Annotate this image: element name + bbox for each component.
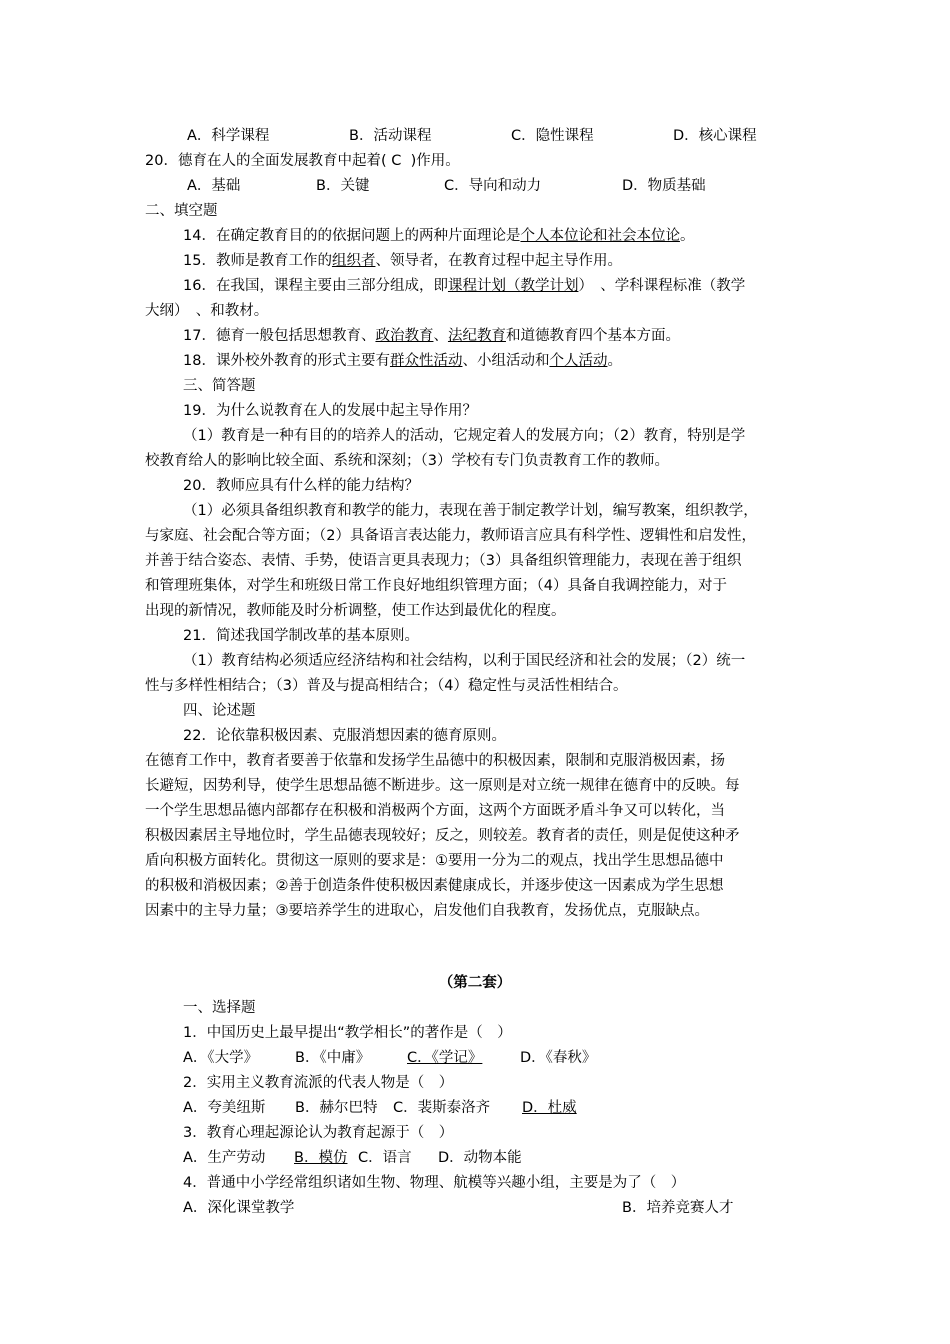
section-heading-fill: 二、填空题 [145,203,218,219]
set2-heading: 一、选择题 [183,1000,256,1016]
q18 [183,351,622,371]
option-a: A．生产劳动 [183,1150,266,1166]
short-q20: 20．教师应具有什么样的能力结构？ [183,478,419,494]
q20-stem-post: )作用。 [410,153,460,169]
q15-text: 15．教师是教育工作的 [183,253,332,269]
q14-end: 。 [679,228,695,244]
q16-line2: 大纲） 、和教材。 [145,303,269,319]
option-a: A．《大学》 [183,1050,259,1066]
q15-answer: 组织者 [331,253,376,269]
option-d: D．物质基础 [622,178,706,194]
q20-stem-pre: 20．德育在人的全面发展教育中起着( [145,153,387,169]
q16-text: 16．在我国，课程主要由三部分组成，即 [183,278,448,294]
essay-a22-line: 在德育工作中，教育者要善于依靠和发扬学生品德中的积极因素，限制和克服消极因素，扬 [145,753,725,769]
short-a20-line: 并善于结合姿态、表情、手势，使语言更具表现力；（3）具备组织管理能力，表现在善于组织 [145,553,742,569]
essay-a22-line: 一个学生思想品德内部都存在积极和消极两个方面，这两个方面既矛盾斗争又可以转化，当 [145,803,725,819]
q20-stem [145,151,460,171]
option-c: C．导向和动力 [444,178,542,194]
q18-mid: 、小组活动和 [462,353,550,369]
q14-answer: 个人本位论和社会本位论 [520,228,680,244]
short-a19-line: （1）教育是一种有目的的培养人的活动，它规定着人的发展方向；（2）教育，特别是学 [183,428,746,444]
essay-a22-line: 的积极和消极因素；②善于创造条件使积极因素健康成长，并逐步使这一因素成为学生思想 [145,878,724,894]
set2-title: （第二套） [438,975,512,991]
short-a21-line: （1）教育结构必须适应经济结构和社会结构，以利于国民经济和社会的发展；（2）统一 [183,653,746,669]
q20-answer: C [391,153,402,169]
short-a20-line: 出现的新情况，教师能及时分析调整，使工作达到最优化的程度。 [145,603,566,619]
option-b: B．赫尔巴特 [295,1100,378,1116]
q17-text: 17．德育一般包括思想教育、 [183,328,376,344]
essay-a22-line: 积极因素居主导地位时，学生品德表现较好；反之，则较差。教育者的责任，则是促使这种矛 [145,828,740,844]
q16 [183,276,745,296]
short-a20-line: 与家庭、社会配合等方面；（2）具备语言表达能力，教师语言应具有科学性、逻辑性和启发性， [145,528,756,544]
q17 [183,326,680,346]
option-b: B．关键 [316,178,370,194]
q14 [183,226,694,246]
short-a20-line: 和管理班集体，对学生和班级日常工作良好地组织管理方面；（4）具备自我调控能力，对于 [145,578,727,594]
essay-q22: 22．论依靠积极因素、克服消想因素的德育原则。 [183,728,506,744]
essay-a22-line: 盾向积极方面转化。贯彻这一原则的要求是：①要用一分为二的观点，找出学生思想品德中 [145,853,724,869]
option-d: D．动物本能 [438,1150,522,1166]
option-a: A．夸美纽斯 [183,1100,266,1116]
q14-text: 14．在确定教育目的的依据问题上的两种片面理论是 [183,228,521,244]
q16-end: ） 、学科课程标准（教学 [578,278,746,294]
option-d: D．《春秋》 [520,1050,597,1066]
short-a21-line: 性与多样性相结合；（3）普及与提高相结合；（4）稳定性与灵活性相结合。 [145,678,628,694]
section-heading-essay: 四、论述题 [183,703,256,719]
q16-answer: 课程计划（教学计划 [447,278,579,294]
option-c: C．裴斯泰洛齐 [393,1100,491,1116]
option-b: B．《中庸》 [295,1050,371,1066]
option-d: D．杜威 [522,1100,577,1116]
q15-end: 、领导者，在教育过程中起主导作用。 [375,253,622,269]
set2-q3: 3．教育心理起源论认为教育起源于（ ） [183,1125,454,1141]
short-a20-line: （1）必须具备组织教育和教学的能力，表现在善于制定教学计划，编写教案，组织教学， [183,503,758,519]
option-b: B．模仿 [294,1150,348,1166]
option-b: B．活动课程 [349,128,432,144]
q17-answer-2: 法纪教育 [447,328,506,344]
option-c: C．语言 [358,1150,412,1166]
set2-q2: 2．实用主义教育流派的代表人物是（ ） [183,1075,454,1091]
q18-text: 18．课外校外教育的形式主要有 [183,353,390,369]
short-q21: 21．简述我国学制改革的基本原则。 [183,628,419,644]
option-c: C．《学记》 [407,1050,483,1066]
q17-end: 和道德教育四个基本方面。 [505,328,680,344]
option-a: A．科学课程 [187,128,270,144]
section-heading-short: 三、简答题 [183,378,256,394]
option-a: A．基础 [187,178,241,194]
set2-q1: 1．中国历史上最早提出“教学相长”的著作是（ ） [183,1025,512,1041]
option-c: C．隐性课程 [511,128,594,144]
option-a: A．深化课堂教学 [183,1200,295,1216]
set2-q4: 4．普通中小学经常组织诸如生物、物理、航模等兴趣小组，主要是为了（ ） [183,1175,686,1191]
essay-a22-line: 因素中的主导力量；③要培养学生的进取心，启发他们自我教育，发扬优点，克服缺点。 [145,903,709,919]
q18-answer-1: 群众性活动 [389,353,463,369]
option-d: D．核心课程 [673,128,757,144]
q18-answer-2: 个人活动 [549,353,608,369]
q18-end: 。 [607,353,622,369]
essay-a22-line: 长避短，因势利导，使学生思想品德不断进步。这一原则是对立统一规律在德育中的反映。每 [145,778,740,794]
short-q19: 19．为什么说教育在人的发展中起主导作用？ [183,403,477,419]
q15 [183,251,622,271]
q17-answer-1: 政治教育 [375,328,434,344]
q17-mid: 、 [433,328,448,344]
short-a19-line: 校教育给人的影响比较全面、系统和深刻；（3）学校有专门负责教育工作的教师。 [145,453,669,469]
option-b: B．培养竞赛人才 [622,1200,734,1216]
